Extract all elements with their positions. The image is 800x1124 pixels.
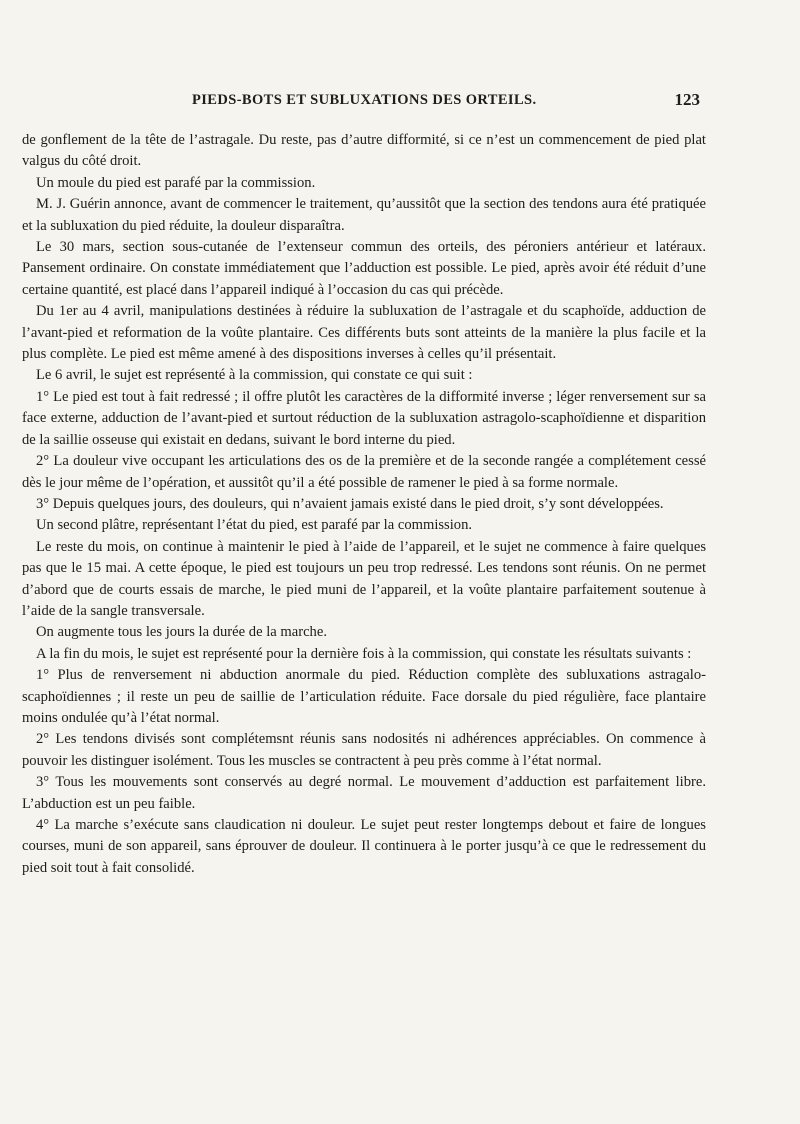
paragraph: M. J. Guérin annonce, avant de commencer le traitement, qu’aussitôt que la section des tendons aura été pratiquée et la subluxation du pied réduite, la douleur disparaîtra. [22, 196, 706, 234]
paragraph: On augmente tous les jours la durée de la marche. [36, 624, 327, 641]
paragraph: 1° Plus de renversement ni abduction anormale du pied. Réduction complète des subluxations astragalo-scaphoïdiennes ; il reste un peu de saillie de l’articulation réduite. Face dorsale du pied régulière, face plantaire moins ondulée qu’à l’état normal. [22, 667, 706, 726]
paragraph: 3° Depuis quelques jours, des douleurs, qui n’avaient jamais existé dans le pied droit, s’y sont développées. [36, 495, 664, 512]
paragraph: 2° Les tendons divisés sont complétemsnt réunis sans nodosités ni adhérences appréciables. On commence à pouvoir les distinguer isolément. Tous les muscles se contractent à peu près comme à l’état normal. [22, 731, 706, 769]
paragraph: Du 1er au 4 avril, manipulations destinées à réduire la subluxation de l’astragale et du scaphoïde, adduction de l’avant-pied et reformation de la voûte plantaire. Ces différents buts sont atteints de la manière la plus facile et la plus complète. Le pied est même amené à des dispositions inverses à celles qu’il présentait. [22, 303, 706, 363]
page-number: 123 [674, 90, 700, 109]
paragraph: Le 6 avril, le sujet est représenté à la commission, qui constate ce qui suit : [36, 367, 473, 384]
paragraph: de gonflement de la tête de l’astragale. Du reste, pas d’autre difformité, si ce n’est un commencement de pied plat valgus du côté droit. [22, 132, 706, 170]
paragraph: Un moule du pied est parafé par la commission. [36, 174, 316, 191]
paragraph: 2° La douleur vive occupant les articulations des os de la première et de la seconde rangée a complétement cessé dès le jour même de l’opération, et aussitôt qu’il a été possible de ramener le pied à sa forme normale. [22, 453, 706, 491]
paragraph: Un second plâtre, représentant l’état du pied, est parafé par la commission. [36, 517, 473, 534]
paragraph: 3° Tous les mouvements sont conservés au degré normal. Le mouvement d’adduction est parfaitement libre. L’abduction est un peu faible. [22, 774, 706, 812]
paragraph: 1° Le pied est tout à fait redressé ; il offre plutôt les caractères de la difformité inverse ; léger renversement sur sa face externe, adduction de l’avant-pied et surtout réduction de la subluxation astragolo-scaphoïdienne et disparition de la saillie osseuse qui existait en dedans, suivant le bord interne du pied. [22, 388, 706, 448]
paragraph: A la fin du mois, le sujet est représenté pour la dernière fois à la commission, qui constate les résultats suivants : [36, 645, 692, 662]
paragraph: Le 30 mars, section sous-cutanée de l’extenseur commun des orteils, des péroniers antérieur et latéraux. Pansement ordinaire. On constate immédiatement que l’adduction est possible. Le pied, après avoir été réduit d’une certaine quantité, est placé dans l’appareil indiqué à l’occasion du cas qui précède. [22, 239, 706, 298]
paragraph: Le reste du mois, on continue à maintenir le pied à l’aide de l’appareil, et le sujet ne commence à faire quelques pas que le 15 mai. A cette époque, le pied est toujours un peu trop redressé. Les tendons sont réunis. On ne permet d’abord que de courts essais de marche, le pied muni de l’appareil, et la voûte plantaire parfaitement soutenue à l’aide de la sangle transversale. [22, 538, 706, 619]
paragraph: 4° La marche s’exécute sans claudication ni douleur. Le sujet peut rester longtemps debout et faire de longues courses, muni de son appareil, sans éprouver de douleur. Il continuera à le porter jusqu’à ce que le redressement du pied soit tout à fait consolidé. [22, 817, 706, 876]
page-header [150, 92, 710, 114]
body-text [22, 130, 706, 879]
running-title: PIEDS-BOTS ET SUBLUXATIONS DES ORTEILS. [192, 92, 537, 108]
